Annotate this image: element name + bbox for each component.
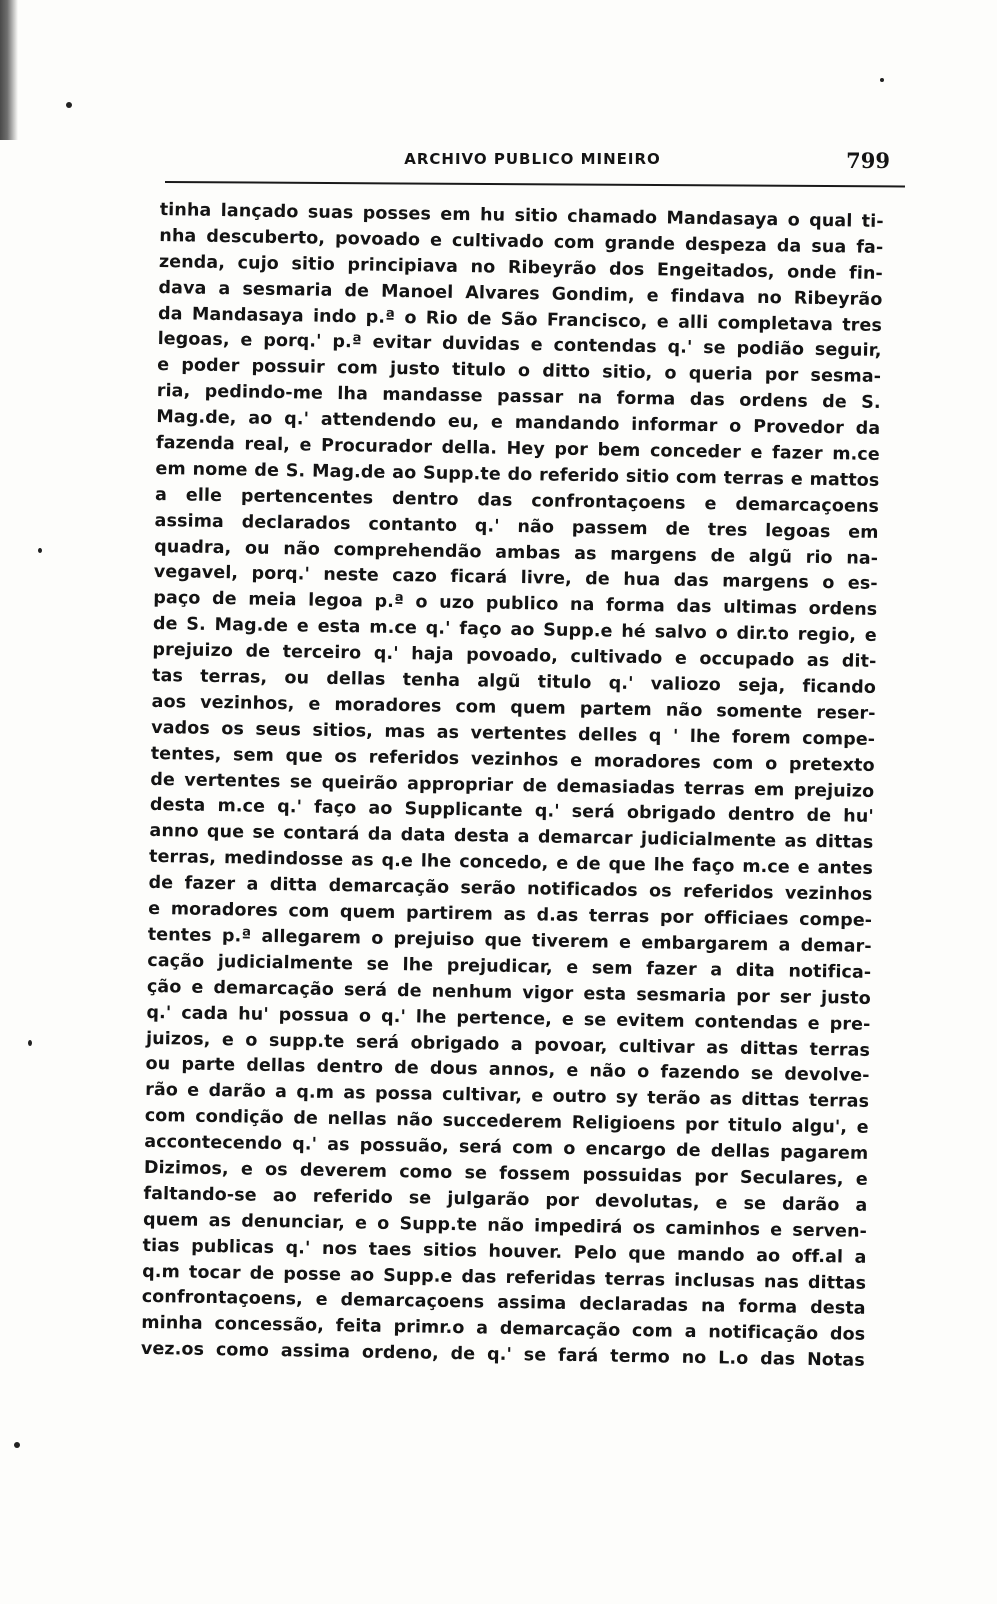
text-line: prejuizo de terceiro q.' haja povoado, cultivado e occupado as dit-: [152, 640, 877, 673]
text-line: com condição de nellas não succederem Religioens por titulo algu', e: [144, 1106, 869, 1139]
text-line: q.m tocar de posse ao Supp.e das referidas terras inclusas nas dittas: [142, 1261, 867, 1294]
text-line: anno que se contará da data desta a demarcar judicialmente as dittas: [149, 821, 874, 854]
text-line: vegavel, porq.' neste cazo ficará livre, de hua das margens o es-: [153, 562, 878, 595]
text-line: juizos, e o supp.te será obrigado a povoar, cultivar as dittas terras: [145, 1028, 871, 1061]
text-line: dava a sesmaria de Manoel Alvares Gondim, e findava no Ribeyrão: [158, 277, 883, 310]
text-line: desta m.ce q.' faço ao Supplicante q.' será obrigado dentro de hu': [149, 795, 874, 828]
text-line: e moradores com quem partirem as d.as terras por officiaes compe-: [148, 898, 873, 931]
ink-speck: [28, 1040, 32, 1046]
text-line: a elle pertencentes dentro das confrontaçoens e demarcaçoens: [154, 484, 880, 517]
text-line: vados os seus sitios, mas as vertentes delles q ' lhe forem compe-: [151, 717, 876, 750]
text-line: quadra, ou não comprehendão ambas as margens de algũ rio na-: [154, 536, 879, 569]
page-number: 799: [846, 148, 890, 173]
page-header: [165, 150, 900, 176]
text-line: confrontaçoens, e demarcaçoens assima declaradas na forma desta: [141, 1287, 866, 1320]
text-line: terras, medindosse as q.e lhe concedo, e de que lhe faço m.ce e antes: [148, 847, 874, 880]
text-line: zenda, cujo sitio principiava no Ribeyrão dos Engeitados, onde fin-: [158, 251, 884, 284]
running-title: ARCHIVO PUBLICO MINEIRO: [404, 150, 661, 168]
text-line: de vertentes se queirão appropriar de demasiadas terras em prejuizo: [150, 769, 875, 802]
text-line: cação judicialmente se lhe prejudicar, e sem fazer a dita notifica-: [147, 950, 872, 983]
text-line: quem as denunciar, e o Supp.te não impedirá os caminhos e serven-: [142, 1209, 868, 1242]
text-line: nha descuberto, povoado e cultivado com grande despeza da sua fa-: [159, 225, 884, 258]
text-line: ção e demarcação será de nenhum vigor esta sesmaria por ser justo: [146, 976, 871, 1009]
text-line: minha concessão, feita primr.o a demarcação com a notificação dos: [141, 1313, 866, 1346]
ink-speck: [14, 1442, 20, 1448]
text-line: tias publicas q.' nos taes sitios houver. Pelo que mando ao off.al a: [142, 1235, 867, 1268]
text-line: rão e darão a q.m as possa cultivar, e outro sy terão as dittas terras: [145, 1080, 870, 1113]
body-text: [141, 198, 884, 1375]
text-line: ria, pedindo-me lha mandasse passar na forma das ordens de S.: [156, 381, 881, 414]
text-line: tentes p.ª allegarem o prejuiso que tiverem e embargarem a demar-: [147, 924, 872, 957]
text-line: tinha lançado suas posses em hu sitio chamado Mandasaya o qual ti-: [159, 199, 884, 233]
text-line: q.' cada hu' possua o q.' lhe pertence, e se evitem contendas e pre-: [146, 1002, 871, 1035]
text-line: legoas, e porq.' p.ª evitar duvidas e contendas q.' se podião seguir,: [157, 329, 882, 362]
text-line: de fazer a ditta demarcação serão notificados os referidos vezinhos: [148, 873, 873, 906]
binding-shadow: [0, 0, 18, 140]
text-line: vez.os como assima ordeno, de q.' se fará termo no L.o das Notas: [140, 1339, 865, 1372]
text-line: em nome de S. Mag.de ao Supp.te do referido sitio com terras e mattos: [155, 458, 880, 491]
text-line: de S. Mag.de e esta m.ce q.' faço ao Supp.e hé salvo o dir.to regio, e: [152, 614, 877, 647]
text-line: tentes, sem que os referidos vezinhos e moradores com o pretexto: [150, 743, 875, 776]
ink-speck: [38, 548, 42, 553]
text-line: Dizimos, e os deverem como se fossem possuidas por Seculares, e: [143, 1157, 868, 1190]
text-line: accontecendo q.' as possuão, será com o encargo de dellas pagarem: [144, 1131, 869, 1164]
text-line: assima declarados contanto q.' não passem de tres legoas em: [154, 510, 879, 543]
header-rule: [165, 181, 905, 188]
text-line: Mag.de, ao q.' attendendo eu, e mandando informar o Provedor da: [156, 407, 881, 440]
text-line: aos vezinhos, e moradores com quem partem não somente reser-: [151, 691, 876, 724]
ink-speck: [66, 102, 72, 108]
text-line: da Mandasaya indo p.ª o Rio de São Francisco, e alli completava tres: [157, 303, 883, 336]
text-line: paço de meia legoa p.ª o uzo publico na forma das ultimas ordens: [153, 588, 878, 621]
ink-speck: [880, 78, 884, 82]
text-line: e poder possuir com justo titulo o ditto sitio, o queria por sesma-: [157, 355, 882, 388]
text-line: tas terras, ou dellas tenha algũ titulo q.' valiozo seja, ficando: [151, 665, 877, 698]
text-line: faltando-se ao referido se julgarão por devolutas, e se darão a: [143, 1183, 868, 1216]
text-line: fazenda real, e Procurador della. Hey por bem conceder e fazer m.ce: [155, 432, 881, 465]
text-line: ou parte dellas dentro de dous annos, e não o fazendo se devolve-: [145, 1054, 870, 1087]
